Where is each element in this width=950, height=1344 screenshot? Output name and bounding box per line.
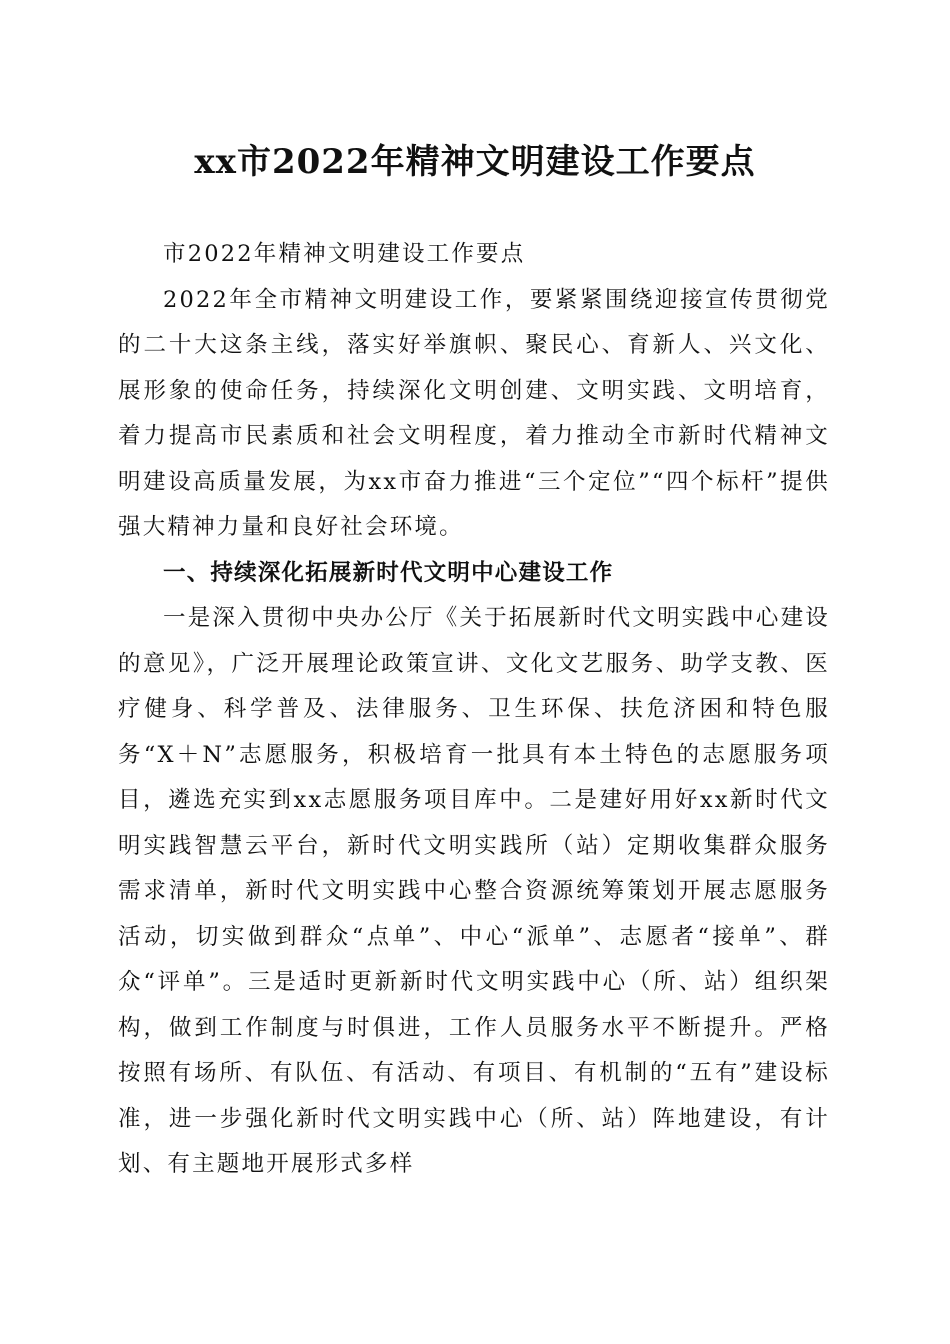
- section-paragraph: 一是深入贯彻中央办公厅《关于拓展新时代文明实践中心建设的意见》，广泛开展理论政策宣讲、文化文艺服务、助学支教、医疗健身、科学普及、法律服务、卫生环保、扶危济困和特色服务“X＋N”志愿服务，积极培育一批具有本土特色的志愿服务项目，遴选充实到xx志愿服务项目库中。二是建好用好xx新时代文明实践智慧云平台，新时代文明实践所（站）定期收集群众服务需求清单，新时代文明实践中心整合资源统筹策划开展志愿服务活动，切实做到群众“点单”、中心“派单”、志愿者“接单”、群众“评单”。三是适时更新新时代文明实践中心（所、站）组织架构，做到工作制度与时俱进，工作人员服务水平不断提升。严格按照有场所、有队伍、有活动、有项目、有机制的“五有”建设标准，进一步强化新时代文明实践中心（所、站）阵地建设，有计划、有主题地开展形式多样: [118, 605, 830, 1177]
- subtitle-paragraph: 市2022年精神文明建设工作要点: [163, 241, 526, 267]
- document-body: [118, 232, 830, 1188]
- intro-paragraph: 2022年全市精神文明建设工作，要紧紧围绕迎接宣传贯彻党的二十大这条主线，落实好举旗帜、聚民心、育新人、兴文化、展形象的使命任务，持续深化文明创建、文明实践、文明培育，着力提高市民素质和社会文明程度，着力推动全市新时代精神文明建设高质量发展，为xx市奋力推进“三个定位”“四个标杆”提供强大精神力量和良好社会环境。: [118, 286, 830, 540]
- document-title: xx市2022年精神文明建设工作要点: [194, 142, 756, 182]
- section-heading: 一、持续深化拓展新时代文明中心建设工作: [163, 559, 614, 586]
